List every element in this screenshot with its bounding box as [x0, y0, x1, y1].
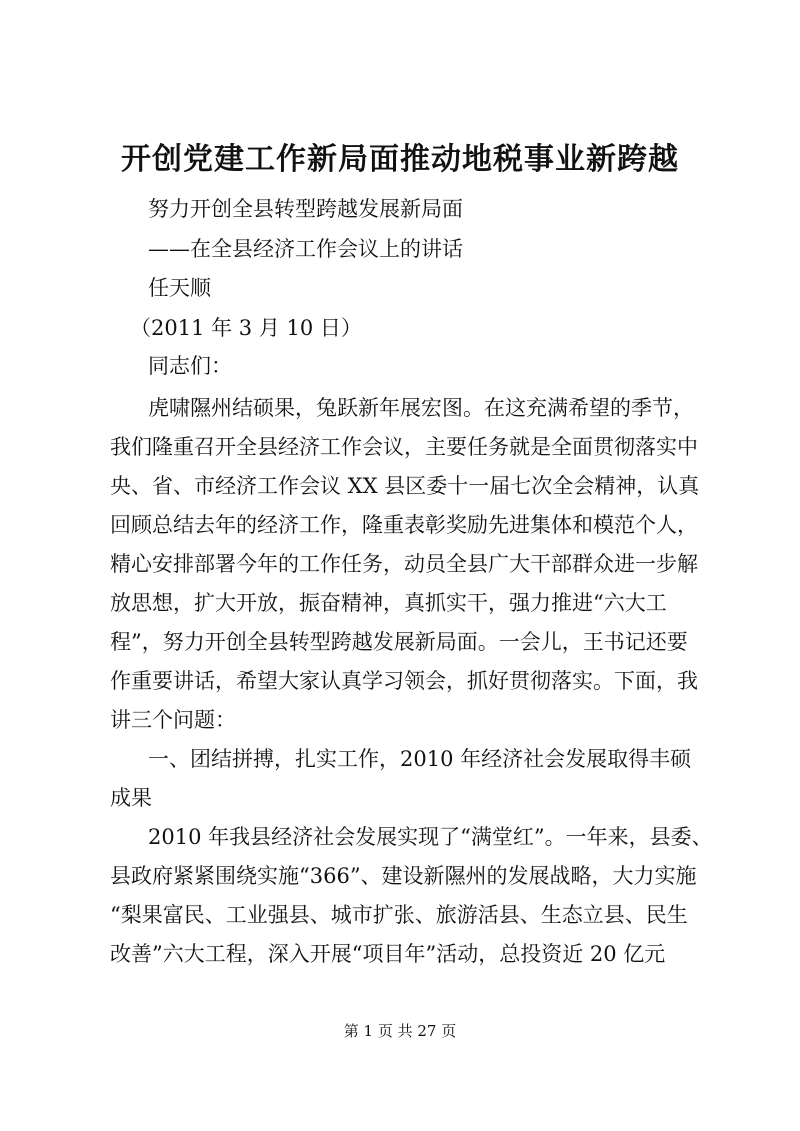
paragraph-line: 2010 年我县经济社会发展实现了“满堂红”。一年来，县委、: [148, 825, 713, 849]
paragraph-line: 讲三个问题：: [110, 708, 236, 732]
paragraph-line: 作重要讲话，希望大家认真学习领会，抓好贯彻落实。下面，我: [110, 669, 698, 693]
document-subtitle: 努力开创全县转型跨越发展新局面: [148, 197, 463, 221]
paragraph-line: 回顾总结去年的经济工作，隆重表彰奖励先进集体和模范个人，: [110, 513, 698, 537]
section-heading-line: 成果: [110, 786, 152, 810]
document-date: （2011 年 3 月 10 日）: [130, 316, 362, 340]
document-title: 开创党建工作新局面推动地税事业新跨越: [121, 142, 679, 177]
paragraph-line: 放思想，扩大开放，振奋精神，真抓实干，强力推进“六大工: [110, 591, 667, 615]
document-subtitle-speech: ——在全县经济工作会议上的讲话: [148, 237, 463, 261]
page-number-footer: 第 1 页 共 27 页: [343, 1022, 457, 1040]
paragraph-line: 虎啸隰州结硕果，兔跃新年展宏图。在这充满希望的季节，: [148, 396, 694, 420]
section-heading-line: 一、团结拼搏，扎实工作，2010 年经济社会发展取得丰硕: [148, 747, 692, 771]
paragraph-line: 我们隆重召开全县经济工作会议，主要任务就是全面贯彻落实中: [110, 435, 698, 459]
document-author: 任天顺: [148, 276, 211, 300]
paragraph-line: 央、省、市经济工作会议 XX 县区委十一届七次全会精神，认真: [110, 474, 700, 498]
paragraph-line: 改善”六大工程，深入开展“项目年”活动，总投资近 20 亿元: [110, 942, 666, 966]
paragraph-line: “梨果富民、工业强县、城市扩张、旅游活县、生态立县、民生: [110, 903, 688, 927]
paragraph-line: 精心安排部署今年的工作任务，动员全县广大干部群众进一步解: [110, 552, 698, 576]
document-salutation: 同志们：: [148, 354, 232, 378]
paragraph-line: 程”，努力开创全县转型跨越发展新局面。一会儿，王书记还要: [110, 630, 688, 654]
paragraph-line: 县政府紧紧围绕实施“366”、建设新隰州的发展战略，大力实施: [110, 864, 697, 888]
